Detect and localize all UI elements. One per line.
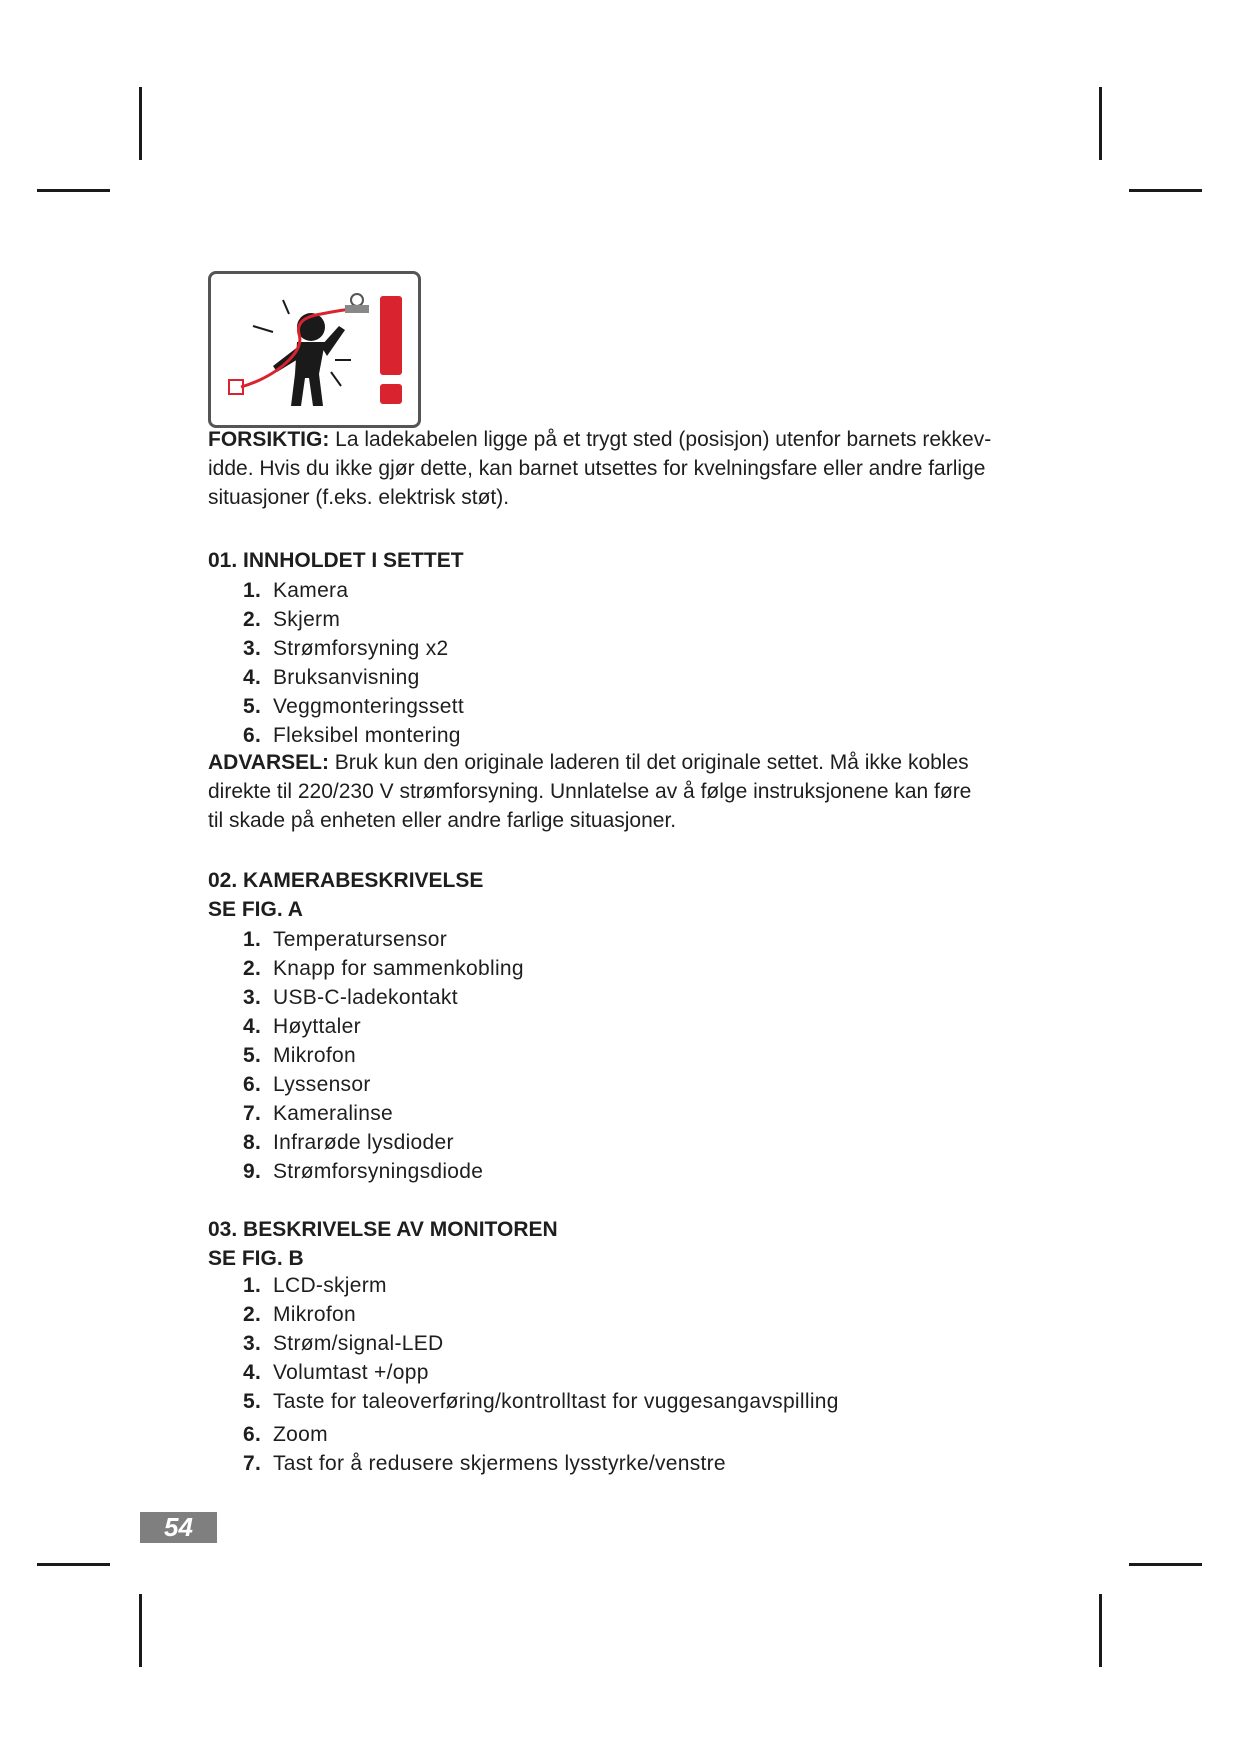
list-item: 4. Bruksanvisning [243, 666, 420, 689]
list-item: 2. Mikrofon [243, 1303, 356, 1326]
crop-mark [139, 87, 142, 160]
list-item: 8. Infrarøde lysdioder [243, 1131, 454, 1154]
caution-pictogram [208, 271, 421, 428]
list-item: 7. Tast for å redusere skjermens lysstyrke/venstre [243, 1452, 726, 1475]
crop-mark [1099, 87, 1102, 160]
contents-list [243, 576, 464, 750]
section-title: 02. KAMERABESKRIVELSE [208, 869, 484, 892]
section-title: 01. INNHOLDET I SETTET [208, 549, 464, 572]
list-item: 3. Strøm/signal-LED [243, 1332, 444, 1355]
caution-text: La ladekabelen ligge på et trygt sted (posisjon) utenfor barnets rekkev- [335, 428, 992, 451]
section-title: 03. BESKRIVELSE AV MONITOREN [208, 1218, 558, 1241]
caution-paragraph [208, 425, 1068, 512]
list-item: 4. Volumtast +/opp [243, 1361, 429, 1384]
crop-mark [1099, 1594, 1102, 1667]
section-subtitle: SE FIG. B [208, 1247, 304, 1270]
list-item: 5. Veggmonteringssett [243, 695, 465, 718]
child-cable-hazard-icon [211, 274, 418, 425]
crop-mark [1129, 1563, 1202, 1566]
caution-text: idde. Hvis du ikke gjør dette, kan barnet utsettes for kvelningsfare eller andre farlige [208, 457, 986, 480]
camera-parts-list [243, 925, 524, 1186]
crop-mark [37, 189, 110, 192]
list-item: 1. LCD-skjerm [243, 1274, 387, 1297]
list-item: 5. Mikrofon [243, 1044, 356, 1067]
caution-text: situasjoner (f.eks. elektrisk støt). [208, 486, 510, 509]
warning-paragraph: ADVARSEL: Bruk kun den originale laderen til det originale settet. Må ikke kobles direkte til 220/230 V strømforsyning. Unnlatelse av å følge instruksjonene kan føre til skade på enheten eller andre farlige situasjoner. [208, 751, 972, 832]
caution-label: FORSIKTIG: [208, 428, 330, 451]
list-item: 9. Strømforsyningsdiode [243, 1160, 484, 1183]
list-item: 6. Lyssensor [243, 1073, 371, 1096]
list-item: 2. Skjerm [243, 608, 341, 631]
crop-mark [37, 1563, 110, 1566]
page-number: 54 [140, 1512, 217, 1543]
list-item: 3. Strømforsyning x2 [243, 637, 449, 660]
list-item: 6. Fleksibel montering [243, 724, 461, 747]
crop-mark [139, 1594, 142, 1667]
list-item: 7. Kameralinse [243, 1102, 394, 1125]
list-item: 4. Høyttaler [243, 1015, 361, 1038]
monitor-parts-list [243, 1271, 839, 1478]
warning-label: ADVARSEL: [208, 751, 329, 774]
list-item: 6. Zoom [243, 1423, 328, 1446]
list-item: 1. Temperatursensor [243, 928, 448, 951]
list-item: 2. Knapp for sammenkobling [243, 957, 524, 980]
list-item: 3. USB-C-ladekontakt [243, 986, 458, 1009]
section-subtitle: SE FIG. A [208, 898, 303, 921]
crop-mark [1129, 189, 1202, 192]
list-item: 1. Kamera [243, 579, 349, 602]
list-item: 5. Taste for taleoverføring/kontrolltast for vuggesangavspilling [243, 1390, 839, 1413]
